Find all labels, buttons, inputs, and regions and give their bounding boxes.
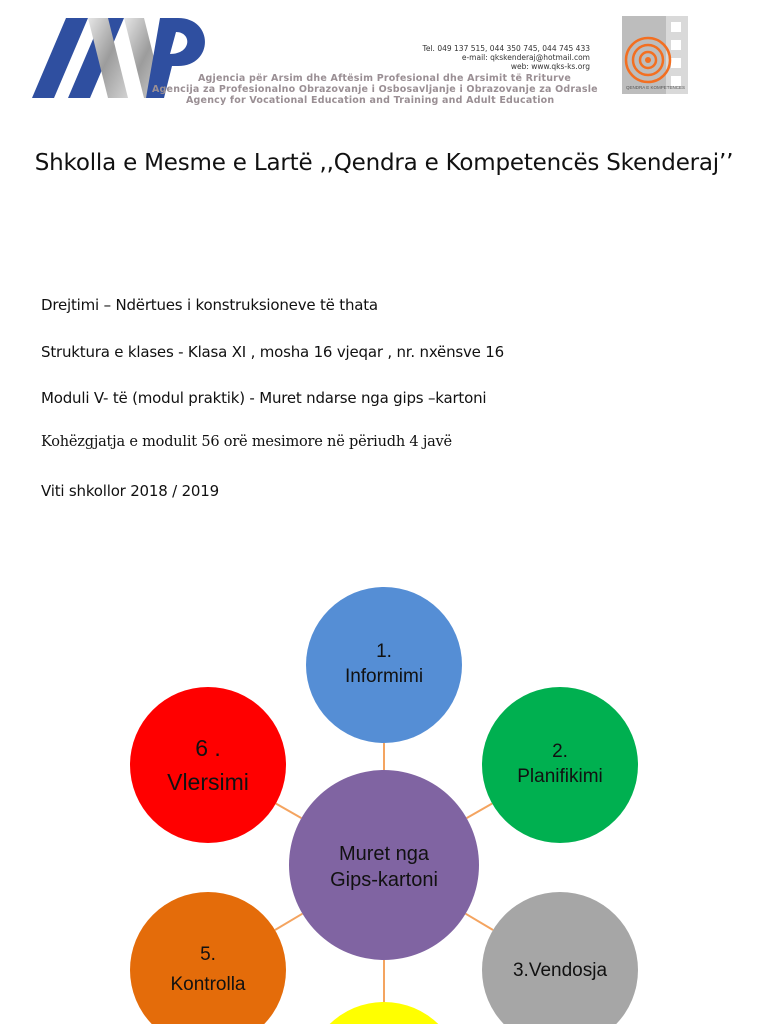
agency-name-english: Agency for Vocational Education and Training and Adult Education (186, 95, 555, 106)
node-planifikimi-circle (482, 687, 638, 843)
node-vlersimi-line1: 6 . (195, 735, 221, 761)
contact-phone: Tel. 049 137 515, 044 350 745, 044 745 433 (422, 44, 590, 53)
connector-vendosja (466, 914, 493, 930)
node-vlersimi-circle (130, 687, 286, 843)
cycle-diagram (0, 560, 768, 1024)
node-planifikimi-line1: 2. (552, 741, 568, 762)
node-planifikimi (482, 687, 638, 843)
center-node-line2: Gips-kartoni (330, 869, 438, 891)
info-class-structure: Struktura e klases - Klasa XI , mosha 16 vjeqar , nr. nxënsve 16 (41, 343, 504, 361)
node-planifikimi-line2: Planifikimi (517, 766, 603, 787)
agency-name-albanian: Agjencia për Arsim dhe Aftësim Profesional dhe Arsimit të Rriturve (198, 73, 572, 84)
center-node-line1: Muret nga (338, 843, 430, 865)
right-logo-caption: QENDRA E KOMPETENCES (626, 85, 686, 90)
center-node-circle (289, 770, 479, 960)
connector-vlersimi (276, 804, 302, 819)
node-vlersimi (130, 687, 286, 843)
node-informimi-line1: 1. (376, 641, 392, 662)
connector-planifikimi (467, 804, 493, 819)
contact-web: web: www.qks-ks.org (510, 62, 590, 71)
node-vendosja-line1: 3.Vendosja (512, 960, 608, 981)
node-kontrolla-line2: Kontrolla (170, 974, 246, 995)
contact-email: e-mail: qkskenderaj@hotmail.com (461, 53, 590, 62)
node-step-4 (306, 1002, 462, 1024)
node-kontrolla (130, 892, 286, 1024)
agency-name-serbian: Agencija za Profesionalno Obrazovanje i Osbosavljanje i Obrazovanje za Odrasle (152, 84, 598, 95)
node-vlersimi-line2: Vlersimi (167, 769, 249, 795)
center-node (289, 770, 479, 960)
node-step-4-circle (306, 1002, 462, 1024)
info-module: Moduli V- të (modul praktik) - Muret ndarse nga gips –kartoni (41, 389, 487, 407)
school-title: Shkolla e Mesme e Lartë ,,Qendra e Kompetencës Skenderaj’’ (34, 150, 734, 176)
node-informimi-line2: Informimi (344, 666, 424, 687)
node-vendosja-circle (482, 892, 638, 1024)
node-informimi-circle (306, 587, 462, 743)
info-school-year: Viti shkollor 2018 / 2019 (41, 482, 219, 500)
info-direction: Drejtimi – Ndërtues i konstruksioneve të thata (41, 296, 378, 314)
info-duration: Kohëzgjatja e modulit 56 orë mesimore në përiudh 4 javë (41, 434, 452, 450)
school-logo-right (622, 16, 688, 106)
connector-kontrolla (275, 914, 302, 930)
node-kontrolla-line1: 5. (200, 944, 216, 965)
node-vendosja (482, 892, 638, 1024)
node-informimi (306, 587, 462, 743)
